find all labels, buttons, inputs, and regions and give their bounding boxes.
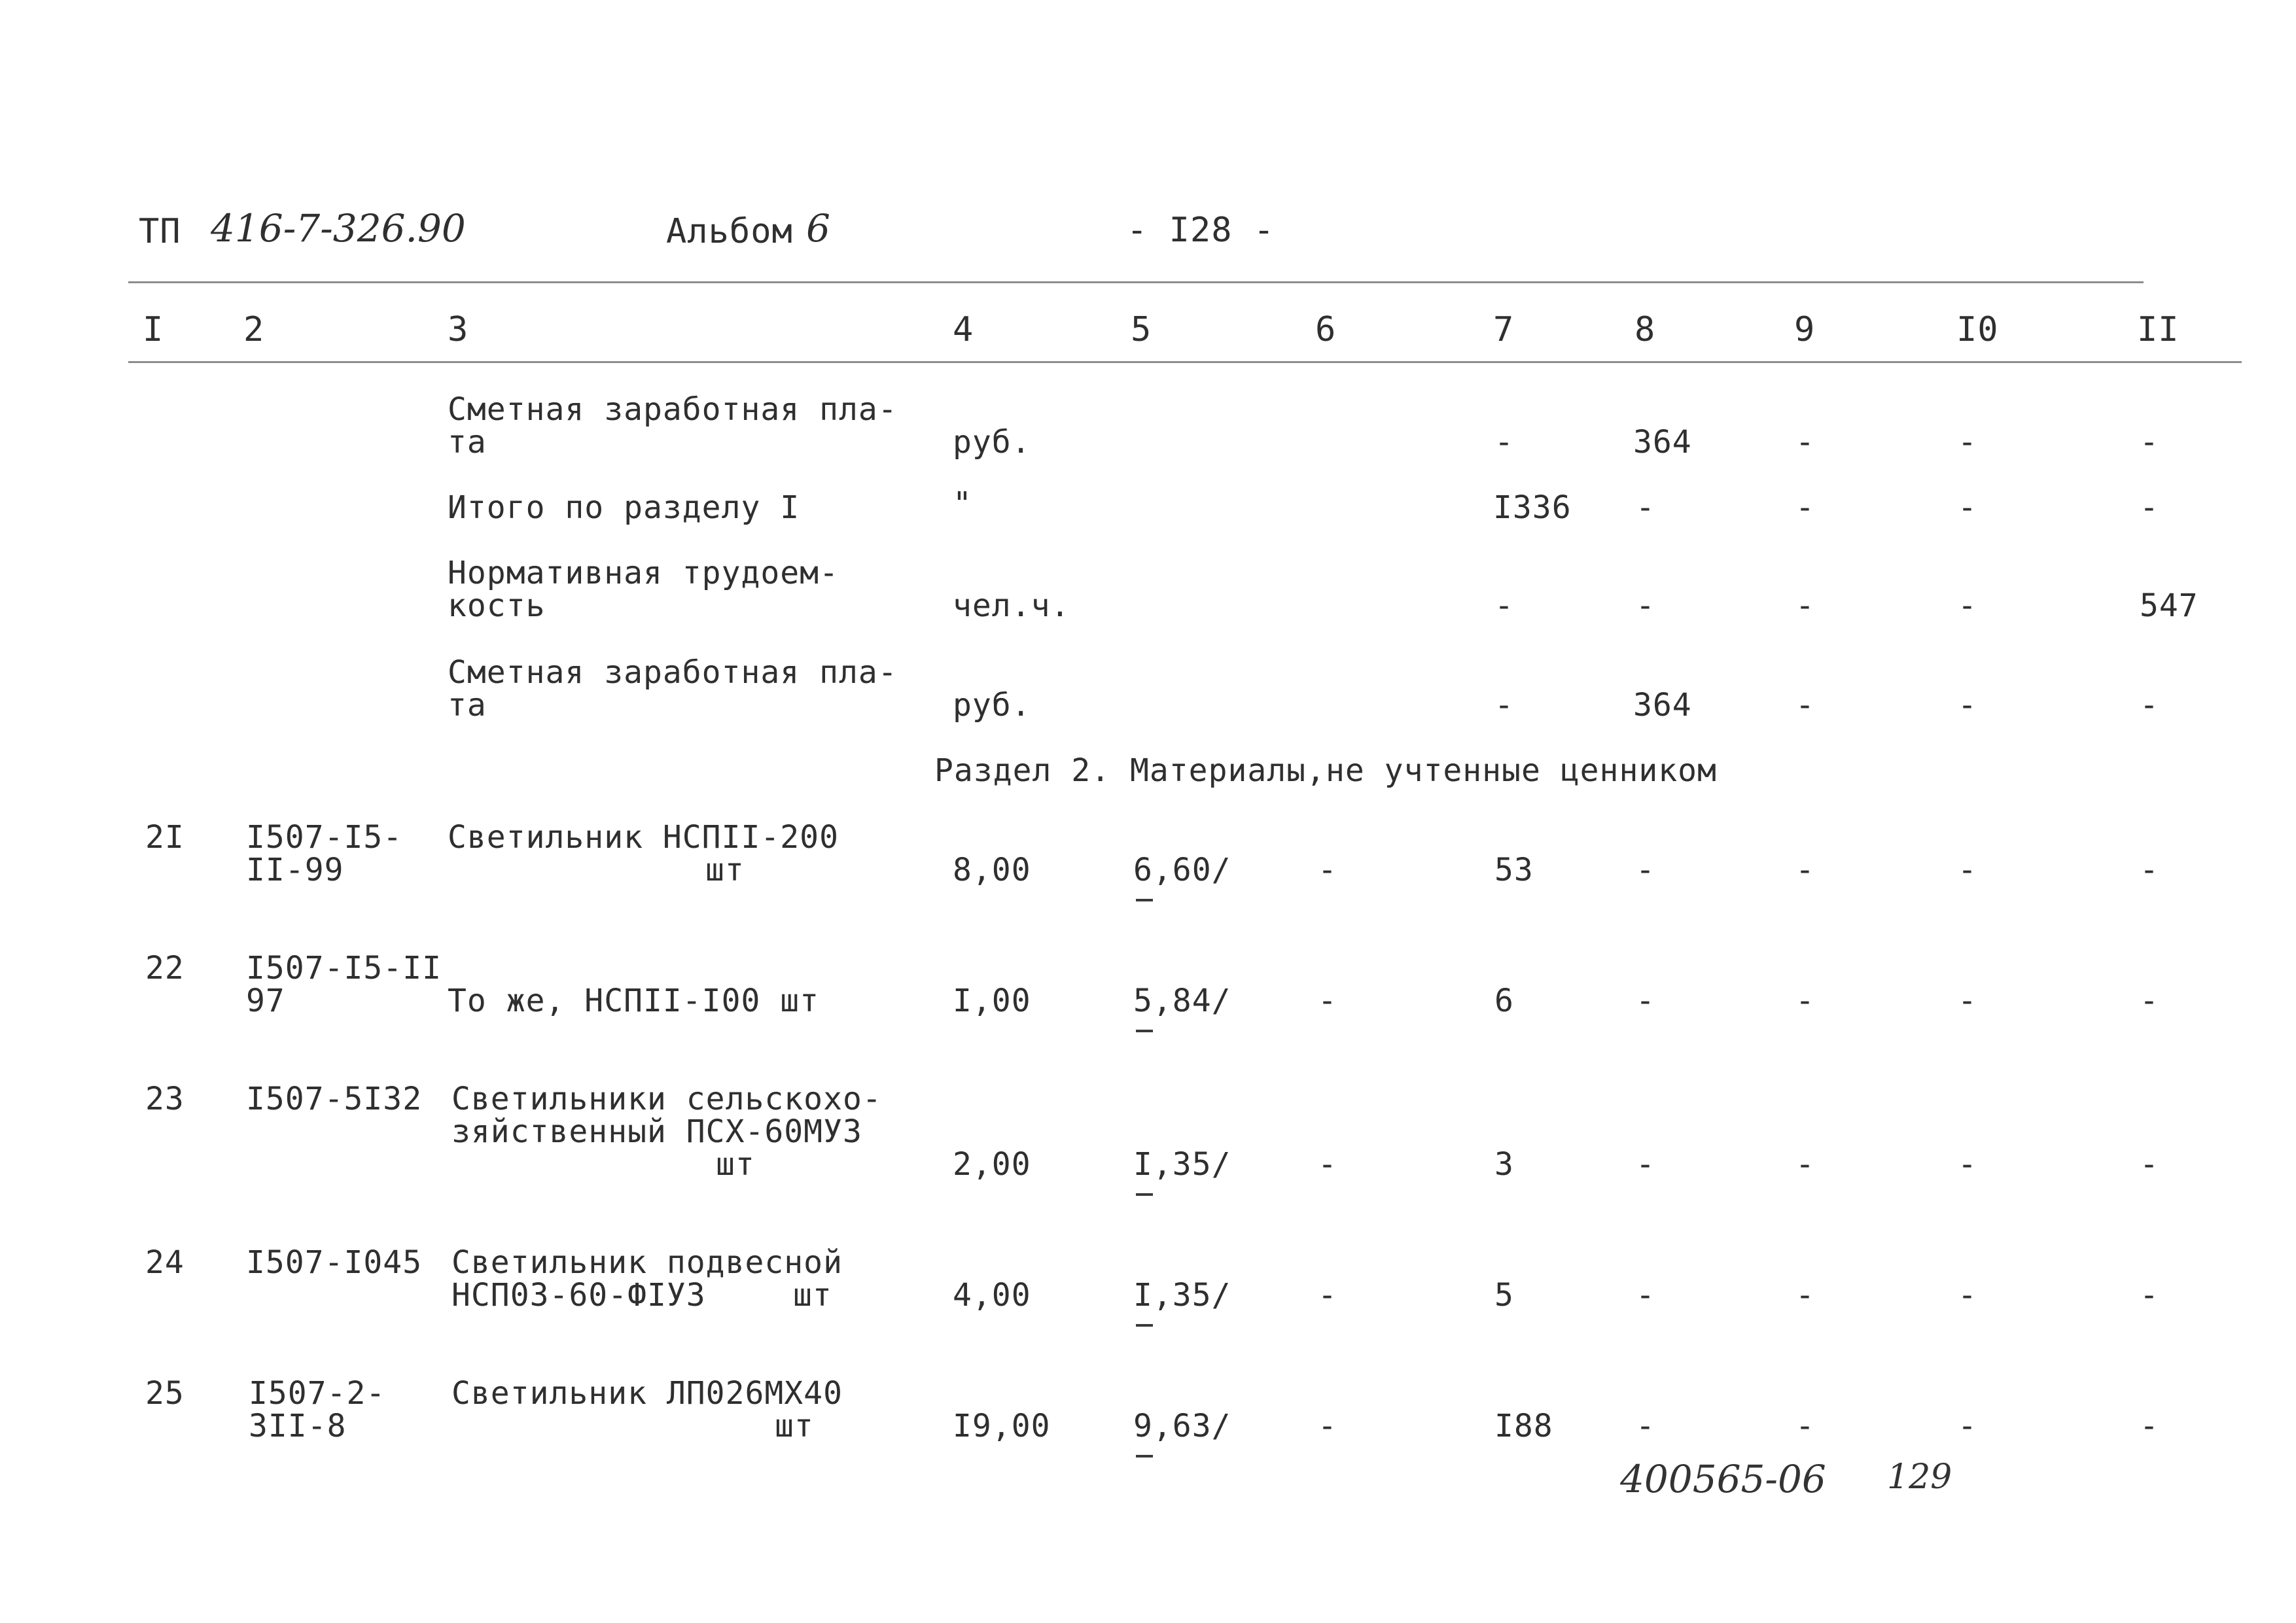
- item-number: 24: [145, 1244, 185, 1281]
- col-header-9: 9: [1794, 310, 1816, 349]
- price-underline: [1136, 899, 1153, 901]
- summary-name: Сметная заработная пла-: [448, 391, 898, 428]
- item-col10: -: [1958, 1277, 1977, 1314]
- summary-col9: -: [1795, 424, 1815, 461]
- item-unit: шт: [793, 1277, 832, 1314]
- item-col11: -: [2140, 1408, 2159, 1444]
- item-code: I507-2-: [249, 1375, 386, 1412]
- summary-col7: -: [1494, 424, 1514, 461]
- item-unit: шт: [705, 852, 745, 888]
- item-col7: I88: [1494, 1408, 1553, 1444]
- item-col10: -: [1958, 1146, 1977, 1183]
- col-header-2: 2: [243, 310, 265, 349]
- summary-unit: ": [953, 485, 972, 522]
- item-code-cont: 3II-8: [249, 1408, 347, 1444]
- price-underline: [1136, 1455, 1153, 1457]
- col-header-6: 6: [1315, 310, 1337, 349]
- item-code: I507-I5-: [246, 819, 403, 856]
- item-col10: -: [1958, 852, 1977, 888]
- item-col8: -: [1636, 852, 1655, 888]
- summary-col8: 364: [1633, 687, 1692, 724]
- summary-name-cont: кость: [448, 587, 546, 624]
- summary-col7: I336: [1493, 489, 1572, 526]
- item-col9: -: [1795, 1277, 1815, 1314]
- item-col10: -: [1958, 983, 1977, 1019]
- album-label: Альбом: [666, 212, 793, 251]
- header-rule-top: [128, 281, 2144, 283]
- item-col7: 53: [1494, 852, 1534, 888]
- item-col8: -: [1636, 1277, 1655, 1314]
- tp-number: 416-7-326.90: [211, 206, 466, 251]
- item-name: Светильник НСПII-200: [448, 819, 839, 856]
- summary-col9: -: [1795, 489, 1815, 526]
- item-quantity: I9,00: [953, 1408, 1051, 1444]
- summary-unit: руб.: [953, 424, 1031, 461]
- item-unit: шт: [716, 1146, 755, 1183]
- item-col8: -: [1636, 1146, 1655, 1183]
- summary-name: Итого по разделу I: [448, 489, 800, 526]
- summary-col10: -: [1958, 424, 1977, 461]
- item-name: Светильник подвесной: [451, 1244, 843, 1281]
- handwritten-page: 129: [1887, 1457, 1952, 1497]
- summary-col10: -: [1958, 489, 1977, 526]
- header-rule-bottom: [128, 361, 2242, 363]
- item-price: 9,63/: [1133, 1408, 1231, 1444]
- item-price: 6,60/: [1133, 852, 1231, 888]
- summary-col8: 364: [1633, 424, 1692, 461]
- col-header-11: II: [2137, 310, 2180, 349]
- item-col9: -: [1795, 1408, 1815, 1444]
- item-quantity: 2,00: [953, 1146, 1031, 1183]
- price-underline: [1136, 1030, 1153, 1032]
- summary-unit: чел.ч.: [953, 587, 1070, 624]
- price-underline: [1136, 1193, 1153, 1196]
- item-unit: шт: [775, 1408, 814, 1444]
- item-col6: -: [1318, 983, 1337, 1019]
- item-price: 5,84/: [1133, 983, 1231, 1019]
- item-col7: 6: [1494, 983, 1514, 1019]
- item-quantity: 4,00: [953, 1277, 1031, 1314]
- summary-col8: -: [1636, 587, 1655, 624]
- item-col9: -: [1795, 1146, 1815, 1183]
- item-price: I,35/: [1133, 1146, 1231, 1183]
- item-code-cont: II-99: [246, 852, 344, 888]
- item-name-cont: зяйственный ПСХ-60МУЗ: [451, 1113, 862, 1150]
- item-price: I,35/: [1133, 1277, 1231, 1314]
- summary-col11: -: [2140, 424, 2159, 461]
- summary-col10: -: [1958, 587, 1977, 624]
- col-header-8: 8: [1634, 310, 1656, 349]
- summary-col7: -: [1494, 687, 1514, 724]
- item-code: I507-I5-II: [246, 950, 442, 986]
- item-number: 2I: [145, 819, 185, 856]
- summary-name-cont: та: [448, 687, 487, 724]
- page-number: - I28 -: [1127, 211, 1275, 250]
- col-header-4: 4: [953, 310, 974, 349]
- item-quantity: 8,00: [953, 852, 1031, 888]
- item-col8: -: [1636, 1408, 1655, 1444]
- summary-col8: -: [1636, 489, 1655, 526]
- item-col8: -: [1636, 983, 1655, 1019]
- col-header-3: 3: [448, 310, 469, 349]
- summary-col11: -: [2140, 687, 2159, 724]
- item-number: 25: [145, 1375, 185, 1412]
- item-col9: -: [1795, 852, 1815, 888]
- item-col7: 5: [1494, 1277, 1514, 1314]
- summary-col11: 547: [2140, 587, 2199, 624]
- item-col11: -: [2140, 852, 2159, 888]
- col-header-10: I0: [1956, 310, 1999, 349]
- item-col6: -: [1318, 1408, 1337, 1444]
- summary-col9: -: [1795, 587, 1815, 624]
- summary-col11: -: [2140, 489, 2159, 526]
- item-col11: -: [2140, 983, 2159, 1019]
- item-name: Светильник ЛП026МХ40: [451, 1375, 843, 1412]
- summary-col7: -: [1494, 587, 1514, 624]
- item-col9: -: [1795, 983, 1815, 1019]
- album-number: 6: [806, 206, 830, 251]
- item-col7: 3: [1494, 1146, 1514, 1183]
- item-col6: -: [1318, 1277, 1337, 1314]
- col-header-1: I: [143, 310, 164, 349]
- item-number: 22: [145, 950, 185, 986]
- summary-name: Нормативная трудоем-: [448, 555, 839, 591]
- tp-prefix: ТП: [139, 212, 181, 251]
- col-header-7: 7: [1493, 310, 1515, 349]
- summary-unit: руб.: [953, 687, 1031, 724]
- summary-name-cont: та: [448, 424, 487, 461]
- item-name: Светильники сельскохо-: [451, 1081, 882, 1117]
- col-header-5: 5: [1131, 310, 1152, 349]
- item-code: I507-I045: [246, 1244, 423, 1281]
- item-code-cont: 97: [246, 983, 285, 1019]
- price-underline: [1136, 1324, 1153, 1327]
- item-col10: -: [1958, 1408, 1977, 1444]
- item-name-cont: НСП03-60-ФIУЗ: [451, 1277, 706, 1314]
- summary-col9: -: [1795, 687, 1815, 724]
- item-code: I507-5I32: [246, 1081, 423, 1117]
- handwritten-code: 400565-06: [1620, 1457, 1826, 1501]
- item-col6: -: [1318, 852, 1337, 888]
- item-col11: -: [2140, 1277, 2159, 1314]
- item-name: То же, НСПII-I00 шт: [448, 983, 820, 1019]
- item-number: 23: [145, 1081, 185, 1117]
- summary-name: Сметная заработная пла-: [448, 654, 898, 691]
- item-col6: -: [1318, 1146, 1337, 1183]
- section-title: Раздел 2. Материалы,не учтенные ценником: [934, 752, 1717, 789]
- item-col11: -: [2140, 1146, 2159, 1183]
- item-quantity: I,00: [953, 983, 1031, 1019]
- summary-col10: -: [1958, 687, 1977, 724]
